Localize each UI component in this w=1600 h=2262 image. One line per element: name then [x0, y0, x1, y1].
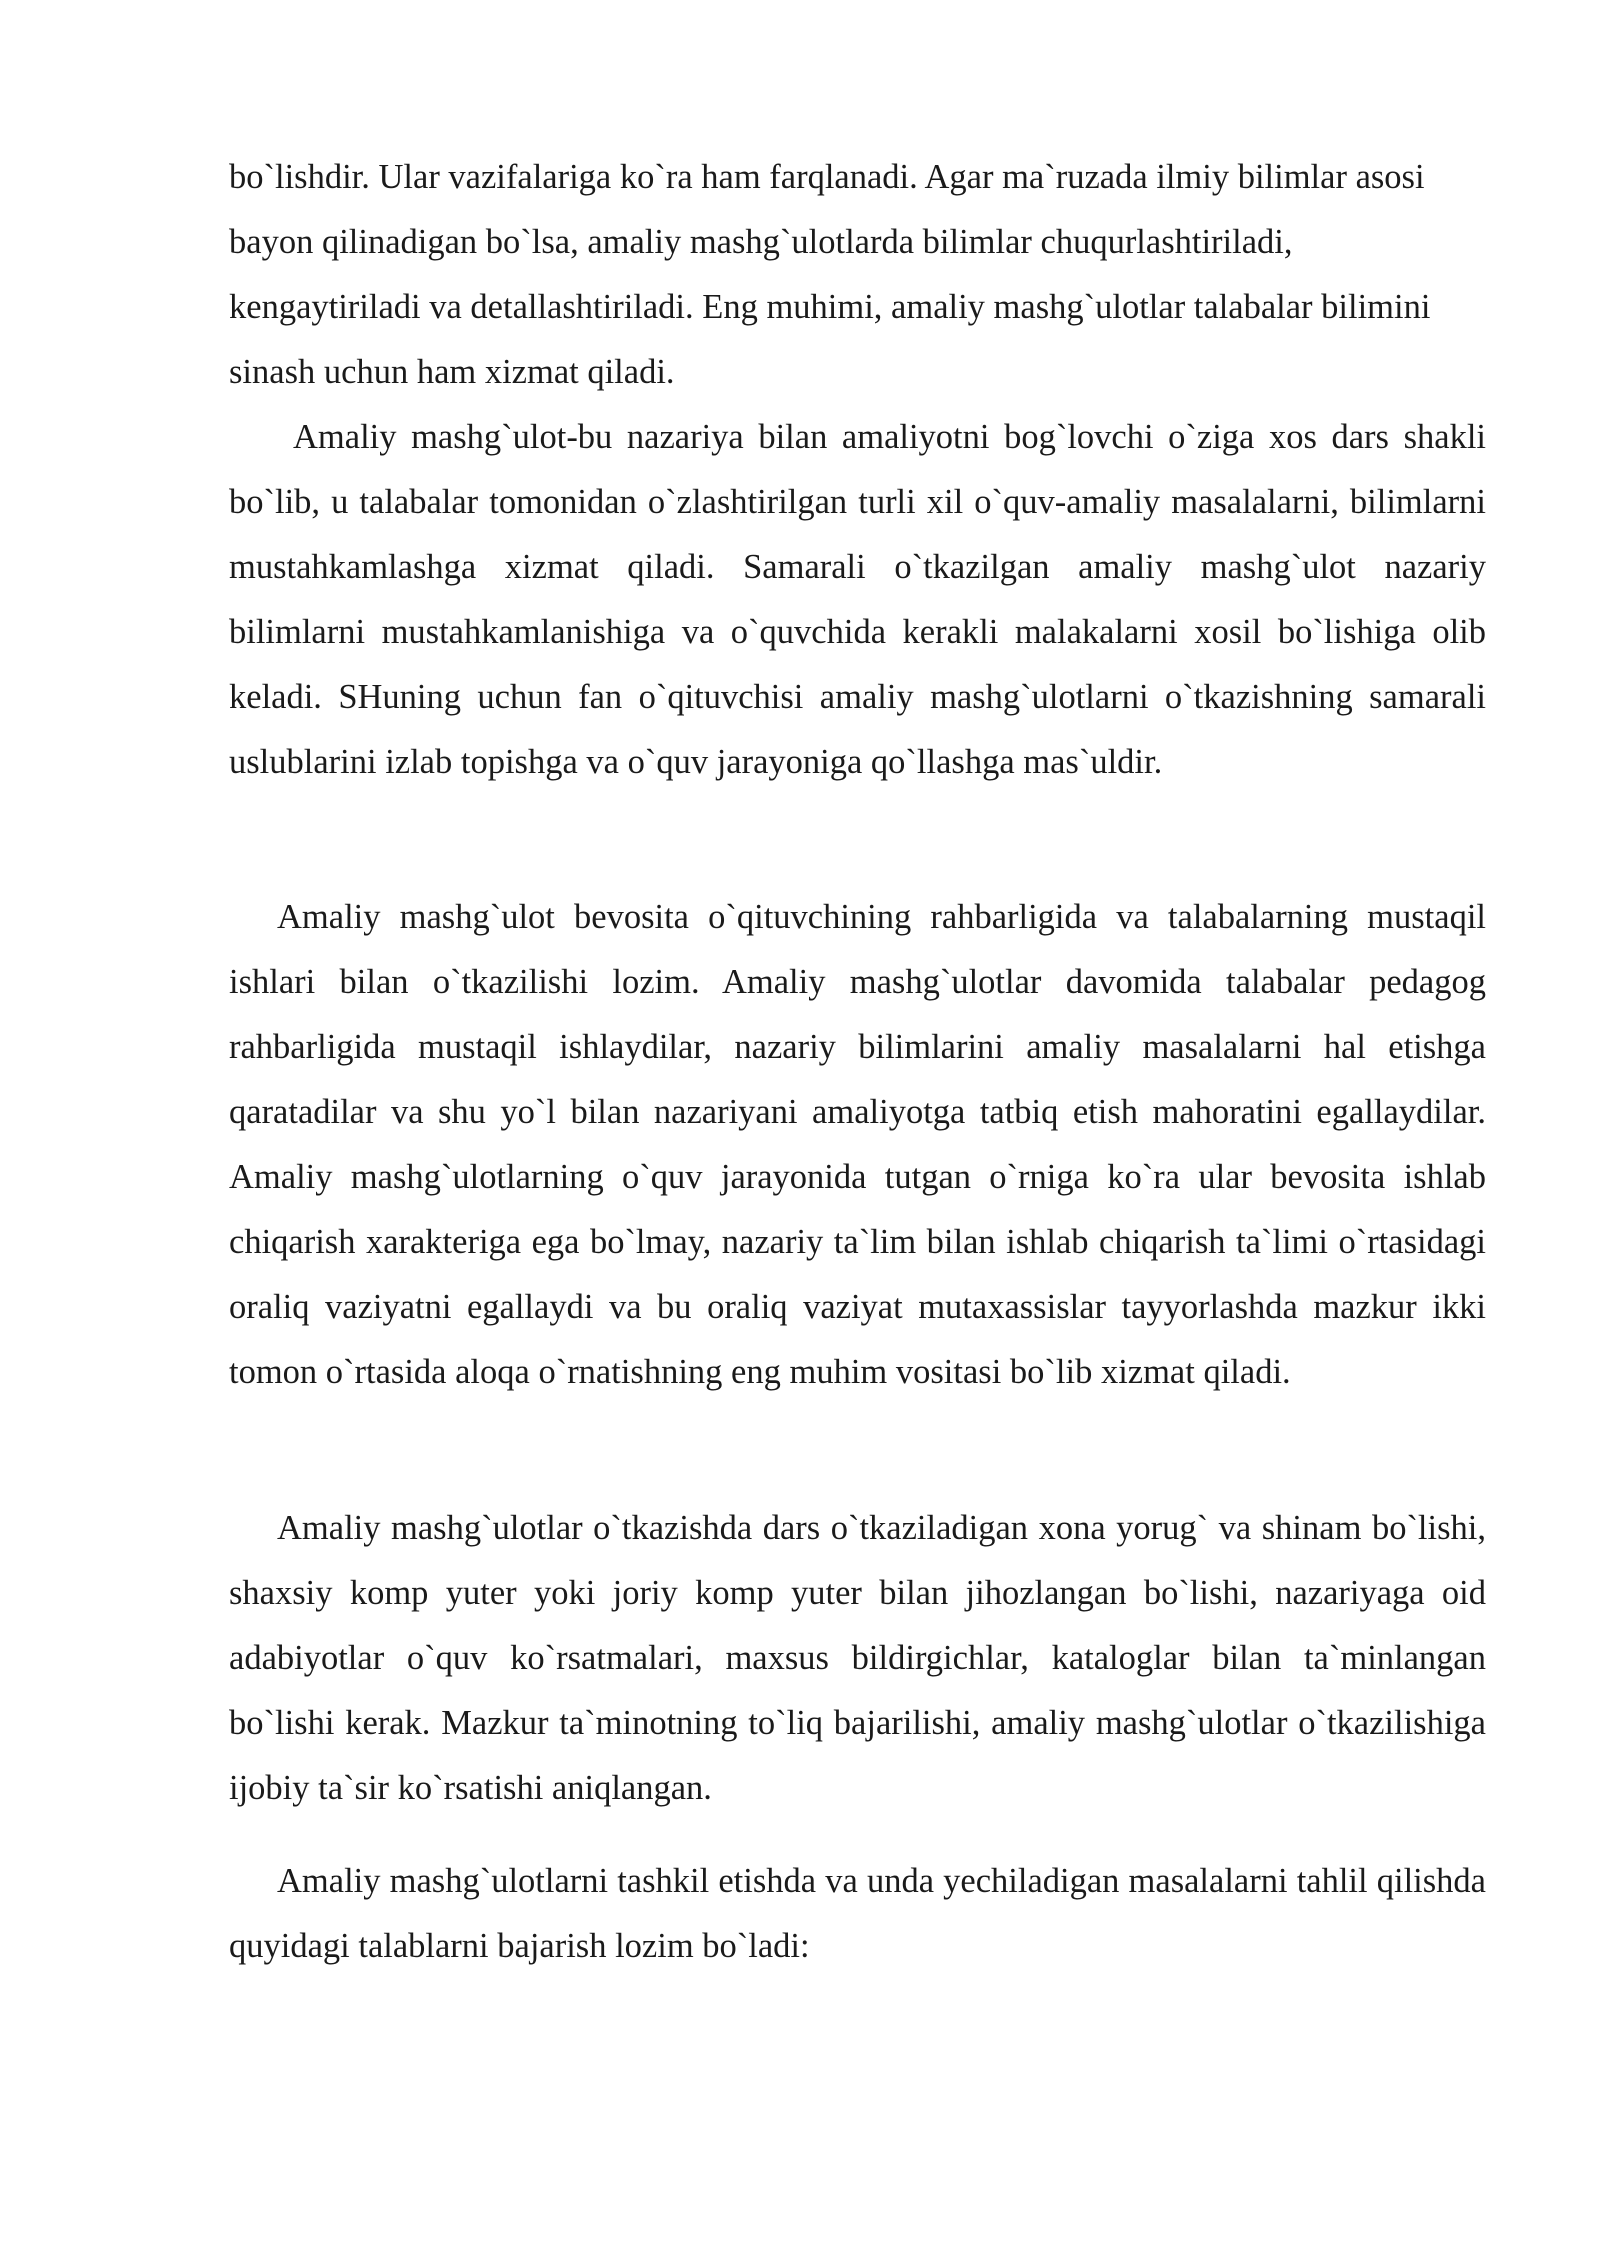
paragraph-text: Amaliy mashg`ulot-bu nazariya bilan amaliyotni bog`lovchi o`ziga xos dars shakli bo`lib, u talabalar tomonidan o`zlashtirilgan turli xil o`quv-amaliy masalalarni, bilimlarni mustahkamlashga xizmat qiladi. Samarali o`tkazilgan amaliy mashg`ulot nazariy bilimlarni mustahkamlanishiga va o`quvchida kerakli malakalarni xosil bo`lishiga olib keladi. SHuning uchun fan o`qituvchisi amaliy mashg`ulotlarni o`tkazishning samarali uslublarini izlab topishga va o`quv jarayoniga qo`llashga mas`uldir.	[229, 418, 1486, 781]
paragraph-1	[229, 145, 1486, 405]
paragraph-3	[229, 885, 1486, 1405]
paragraph-text: bo`lishdir. Ular vazifalariga ko`ra ham farqlanadi. Agar ma`ruzada ilmiy bilimlar asosi bayon qilinadigan bo`lsa, amaliy mashg`ulotlarda bilimlar chuqurlashtiriladi, kengaytiriladi va detallashtiriladi. Eng muhimi, amaliy mashg`ulotlar talabalar bilimini sinash uchun ham xizmat qiladi.	[229, 158, 1431, 391]
paragraph-text: Amaliy mashg`ulotlar o`tkazishda dars o`tkaziladigan xona yorug` va shinam bo`lishi, shaxsiy komp yuter yoki joriy komp yuter bilan jihozlangan bo`lishi, nazariyaga oid adabiyotlar o`quv ko`rsatmalari, maxsus bildirgichlar, kataloglar bilan ta`minlangan bo`lishi kerak. Mazkur ta`minotning to`liq bajarilishi, amaliy mashg`ulotlar o`tkazilishiga ijobiy ta`sir ko`rsatishi aniqlangan.	[229, 1509, 1486, 1807]
paragraph-text: Amaliy mashg`ulotlarni tashkil etishda va unda yechiladigan masalalarni tahlil qilishda quyidagi talablarni bajarish lozim bo`ladi:	[229, 1862, 1486, 1965]
paragraph-5	[229, 1849, 1486, 1979]
paragraph-text: Amaliy mashg`ulot bevosita o`qituvchining rahbarligida va talabalarning mustaqil ishlari bilan o`tkazilishi lozim. Amaliy mashg`ulotlar davomida talabalar pedagog rahbarligida mustaqil ishlaydilar, nazariy bilimlarini amaliy masalalarni hal etishga qaratadilar va shu yo`l bilan nazariyani amaliyotga tatbiq etish mahoratini egallaydilar. Amaliy mashg`ulotlarning o`quv jarayonida tutgan o`rniga ko`ra ular bevosita ishlab chiqarish xarakteriga ega bo`lmay, nazariy ta`lim bilan ishlab chiqarish ta`limi o`rtasidagi oraliq vaziyatni egallaydi va bu oraliq vaziyat mutaxassislar tayyorlashda mazkur ikki tomon o`rtasida aloqa o`rnatishning eng muhim vositasi bo`lib xizmat qiladi.	[229, 898, 1486, 1391]
paragraph-2	[229, 405, 1486, 795]
paragraph-4	[229, 1496, 1486, 1821]
